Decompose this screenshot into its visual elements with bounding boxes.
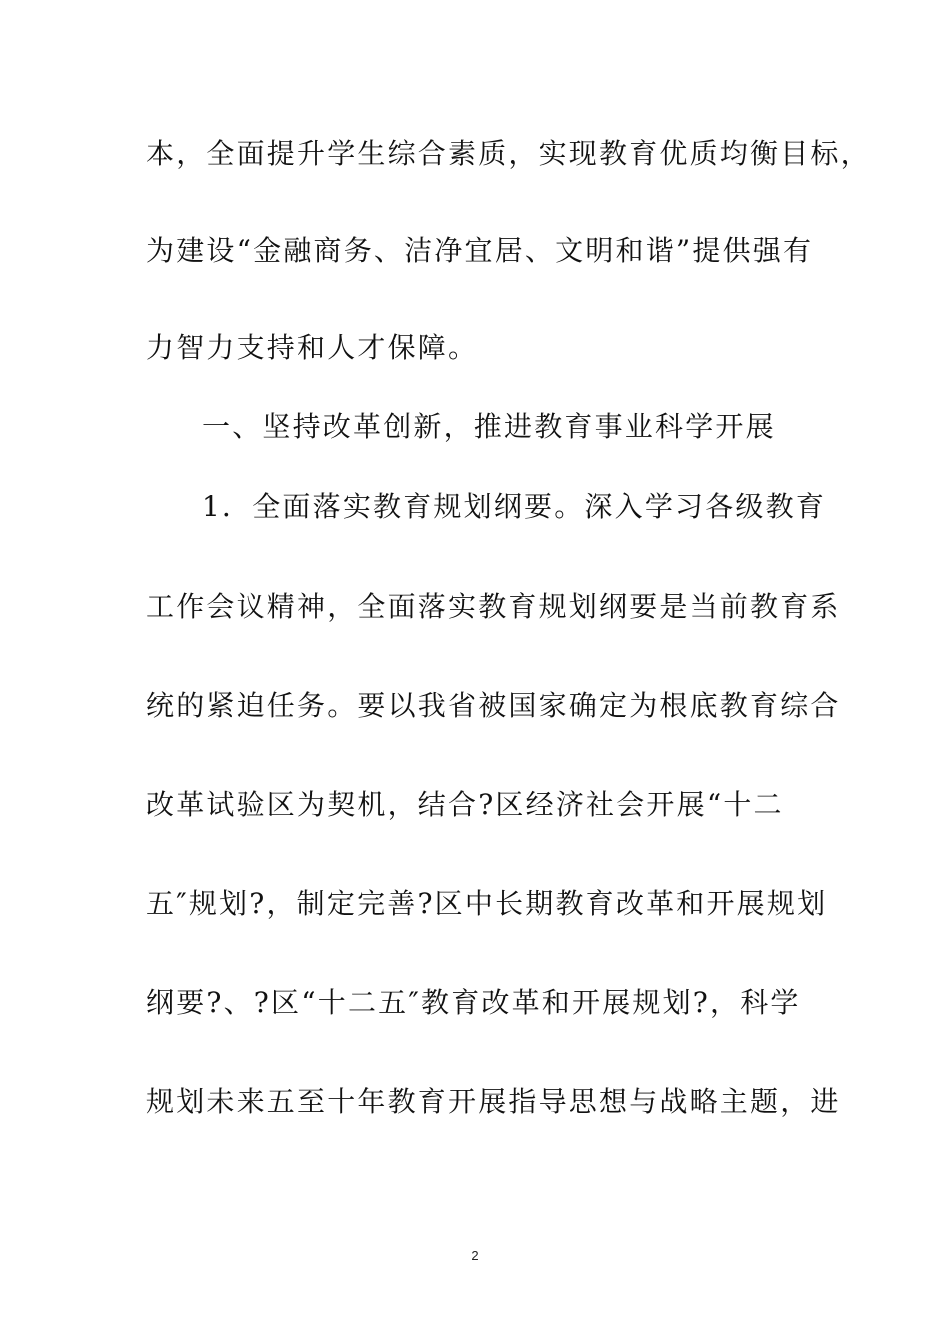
paragraph-line: 力智力支持和人才保障。 <box>146 331 479 364</box>
paragraph-line: 统的紧迫任务。要以我省被国家确定为根底教育综合 <box>146 689 841 722</box>
paragraph-line: 1．全面落实教育规划纲要。深入学习各级教育 <box>202 490 827 523</box>
paragraph-line: 五″规划?，制定完善?区中长期教育改革和开展规划 <box>146 887 828 920</box>
page-number: 2 <box>471 1248 479 1263</box>
paragraph-line: 为建设“金融商务、洁净宜居、文明和谐”提供强有 <box>146 234 814 267</box>
paragraph-line: 纲要?、?区“十二五″教育改革和开展规划?，科学 <box>146 986 801 1019</box>
paragraph-line: 规划未来五至十年教育开展指导思想与战略主题，进 <box>146 1085 841 1118</box>
paragraph-line: 改革试验区为契机，结合?区经济社会开展“十二 <box>146 788 784 821</box>
paragraph-line: 本，全面提升学生综合素质，实现教育优质均衡目标， <box>146 137 871 170</box>
paragraph-line: 工作会议精神，全面落实教育规划纲要是当前教育系 <box>146 590 841 623</box>
section-heading: 一、坚持改革创新，推进教育事业科学开展 <box>202 410 776 443</box>
